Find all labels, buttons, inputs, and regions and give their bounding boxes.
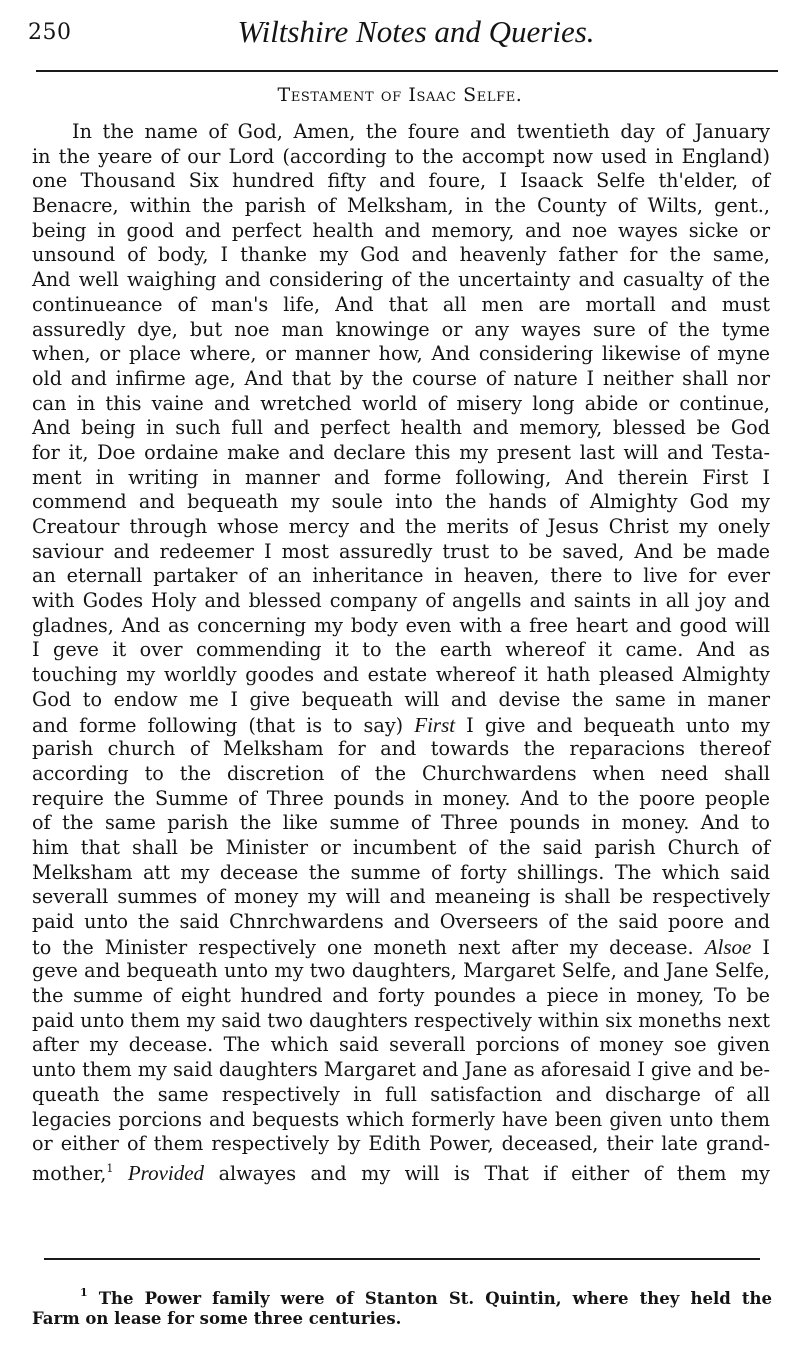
italic-provided: Provided <box>127 1160 205 1185</box>
footnote-line <box>32 1280 772 1306</box>
text-run: alwayes and my will is That if either of them my <box>204 1161 770 1185</box>
body-line: of the same parish the like summe of Three pounds in money. And to <box>32 811 770 835</box>
body-line: In the name of God, Amen, the foure and twentieth day of January <box>72 120 770 143</box>
body-line <box>32 713 770 738</box>
body-line: unsound of body, I thanke my God and heavenly father for the same, <box>32 243 770 267</box>
text-run: I give and bequeath unto my <box>455 713 770 737</box>
body-line: or either of them respectively by Edith Power, deceased, their late grand- <box>32 1132 770 1156</box>
body-line: parish church of Melksham for and towards the reparacions thereof <box>32 737 770 761</box>
body-line: saviour and redeemer I most assuredly trust to be saved, And be made <box>32 539 770 563</box>
article-title: Testament of Isaac Selfe. <box>277 84 523 106</box>
body-line: touching my worldly goodes and estate whereof it hath pleased Almighty <box>32 663 770 687</box>
body-line: for it, Doe ordaine make and declare this my present last will and Testa- <box>32 440 770 464</box>
text-run: mother, <box>32 1161 107 1185</box>
body-line: old and infirme age, And that by the course of nature I neither shall nor <box>32 366 770 390</box>
body-line: God to endow me I give bequeath will and devise the same in maner <box>32 687 770 711</box>
italic-alsoe: Alsoe <box>704 934 752 959</box>
body-line: when, or place where, or manner how, And considering likewise of myne <box>32 342 770 366</box>
body-line: require the Summe of Three pounds in money. And to the poore people <box>32 786 770 810</box>
body-line: him that shall be Minister or incumbent of the said parish Church of <box>32 835 770 859</box>
text-run: I <box>751 935 770 959</box>
footnote-reference[interactable]: 1 <box>106 1161 114 1175</box>
article-body <box>32 120 770 1185</box>
body-line: Creatour through whose mercy and the merits of Jesus Christ my onely <box>32 515 770 538</box>
body-line: Melksham att my decease the summe of forty shillings. The which said <box>32 860 770 884</box>
body-line: an eternall partaker of an inheritance in heaven, there to live for ever <box>32 564 770 588</box>
running-head <box>28 14 764 54</box>
body-line: geve and bequeath unto my two daughters, Margaret Selfe, and Jane Selfe, <box>32 959 770 983</box>
body-line: after my decease. The which said severall porcions of money soe given <box>32 1033 770 1057</box>
body-line: ment in writing in manner and forme following, And therein First I <box>32 465 770 489</box>
page-number: 250 <box>28 20 72 45</box>
body-line: can in this vaine and wretched world of misery long abide or continue, <box>32 391 770 415</box>
header-rule <box>36 70 778 72</box>
body-line: Benacre, within the parish of Melksham, in the County of Wilts, gent., <box>32 194 770 218</box>
body-line: gladnes, And as concerning my body even with a free heart and good will <box>32 613 770 637</box>
body-line: paid unto them my said two daughters respectively within six moneths next <box>32 1008 770 1032</box>
text-run: to the Minister respectively one moneth next after my decease. <box>32 935 705 959</box>
journal-title: Wiltshire Notes and Queries. <box>237 14 595 49</box>
footnote-line: Farm on lease for some three centuries. <box>32 1309 402 1328</box>
body-line: in the yeare of our Lord (according to the accompt now used in England) <box>32 144 770 168</box>
body-line: the summe of eight hundred and forty poundes a piece in money, To be <box>32 984 770 1008</box>
body-line: one Thousand Six hundred fifty and foure, I Isaack Selfe th'elder, of <box>32 169 770 193</box>
text-run: and forme following (that is to say) <box>32 713 415 737</box>
body-line: being in good and perfect health and memory, and noe wayes sicke or <box>32 218 770 242</box>
body-line: paid unto the said Chnrchwardens and Overseers of the said poore and <box>32 910 770 933</box>
italic-first: First <box>414 712 456 737</box>
body-line: legacies porcions and bequests which formerly have been given unto them <box>32 1107 770 1131</box>
body-line: And being in such full and perfect health and memory, blessed be God <box>32 416 770 440</box>
footnote-text: The Power family were of Stanton St. Quintin, where they held the <box>98 1289 772 1308</box>
body-line: queath the same respectively in full satisfaction and discharge of all <box>32 1082 770 1106</box>
footnote-marker: 1 <box>80 1286 88 1299</box>
body-line: commend and bequeath my soule into the hands of Almighty God my <box>32 490 770 514</box>
body-line: severall summes of money my will and meaneing is shall be respectively <box>32 885 770 909</box>
footnote-rule <box>44 1258 760 1260</box>
body-line: And well waighing and considering of the uncertainty and casualty of the <box>32 268 770 292</box>
body-line <box>32 1157 770 1185</box>
body-line: continueance of man's life, And that all men are mortall and must <box>32 292 770 316</box>
footnote <box>32 1280 772 1332</box>
body-line: unto them my said daughters Margaret and Jane as aforesaid I give and be- <box>32 1058 770 1082</box>
body-line: according to the discretion of the Churchwardens when need shall <box>32 761 770 785</box>
body-line: with Godes Holy and blessed company of angells and saints in all joy and <box>32 589 770 613</box>
body-line: assuredly dye, but noe man knowinge or any wayes sure of the tyme <box>32 317 770 341</box>
body-line <box>32 935 770 960</box>
body-line: I geve it over commending it to the earth whereof it came. And as <box>32 638 770 662</box>
